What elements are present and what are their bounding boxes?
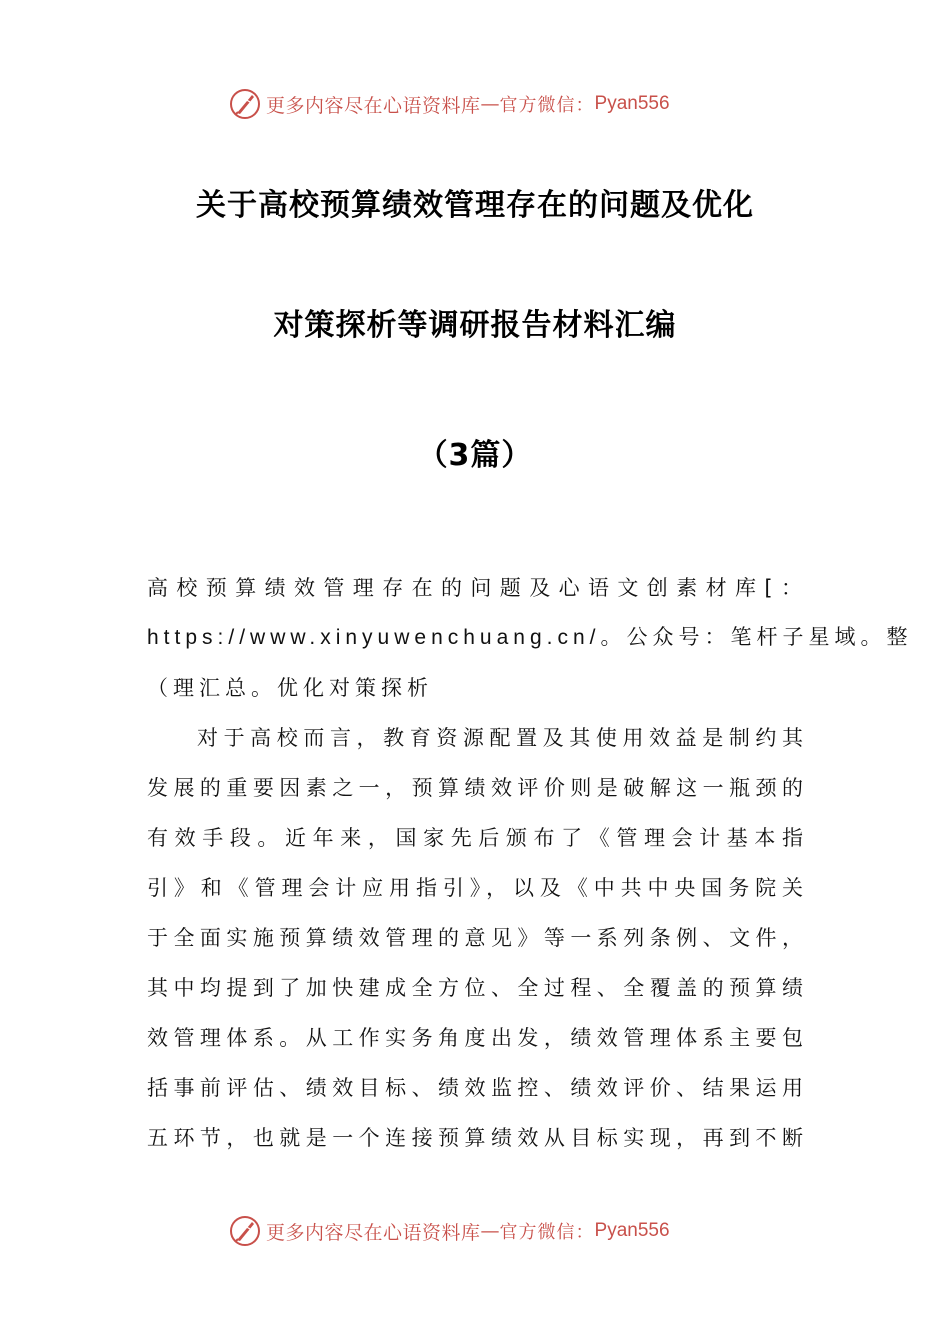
footer-banner <box>228 1211 670 1251</box>
body-line: 发展的重要因素之一，预算绩效评价则是破解这一瓶颈的 <box>147 776 807 800</box>
document-title-line-2: 对策探析等调研报告材料汇编 <box>273 308 677 343</box>
body-line: 于全面实施预算绩效管理的意见》等一系列条例、文件， <box>147 926 807 950</box>
banner-text: 更多内容尽在心语资料库 <box>266 1221 481 1244</box>
intro-line-url: https://www.xinyuwenchuang.cn/。公众号：笔杆子星域。整 <box>147 626 913 649</box>
body-line: 效管理体系。从工作实务角度出发，绩效管理体系主要包 <box>147 1026 807 1050</box>
document-title-line-1: 关于高校预算绩效管理存在的问题及优化 <box>196 188 754 223</box>
document-title-count: （3篇） <box>417 438 533 473</box>
body-line: 引》和《管理会计应用指引》，以及《中共中央国务院关 <box>147 876 807 900</box>
banner-contact-id: Pyan556 <box>594 1220 670 1241</box>
intro-line: 高校预算绩效管理存在的问题及心语文创素材库[： <box>147 576 807 600</box>
banner-contact-id: Pyan556 <box>594 93 670 114</box>
intro-line: （理汇总。优化对策探析 <box>147 676 433 700</box>
body-line: 对于高校而言，教育资源配置及其使用效益是制约其 <box>197 726 807 750</box>
body-line: 括事前评估、绩效目标、绩效监控、绩效评价、结果运用 <box>147 1076 807 1100</box>
body-line: 其中均提到了加快建成全方位、全过程、全覆盖的预算绩 <box>147 976 807 1000</box>
banner-separator: — <box>480 93 500 115</box>
banner-contact-label: 官方微信： <box>499 1222 595 1243</box>
banner-text: 更多内容尽在心语资料库 <box>266 94 481 117</box>
banner-separator: — <box>480 1220 500 1242</box>
banner-contact-label: 官方微信： <box>499 95 595 116</box>
header-banner <box>228 84 670 124</box>
intro-paragraph <box>147 563 913 713</box>
body-line: 有效手段。近年来，国家先后颁布了《管理会计基本指 <box>147 826 807 850</box>
quill-pen-icon <box>228 1214 262 1248</box>
body-line: 五环节，也就是一个连接预算绩效从目标实现，再到不断 <box>147 1126 807 1150</box>
body-paragraph <box>147 713 807 1163</box>
quill-pen-icon <box>228 87 262 121</box>
